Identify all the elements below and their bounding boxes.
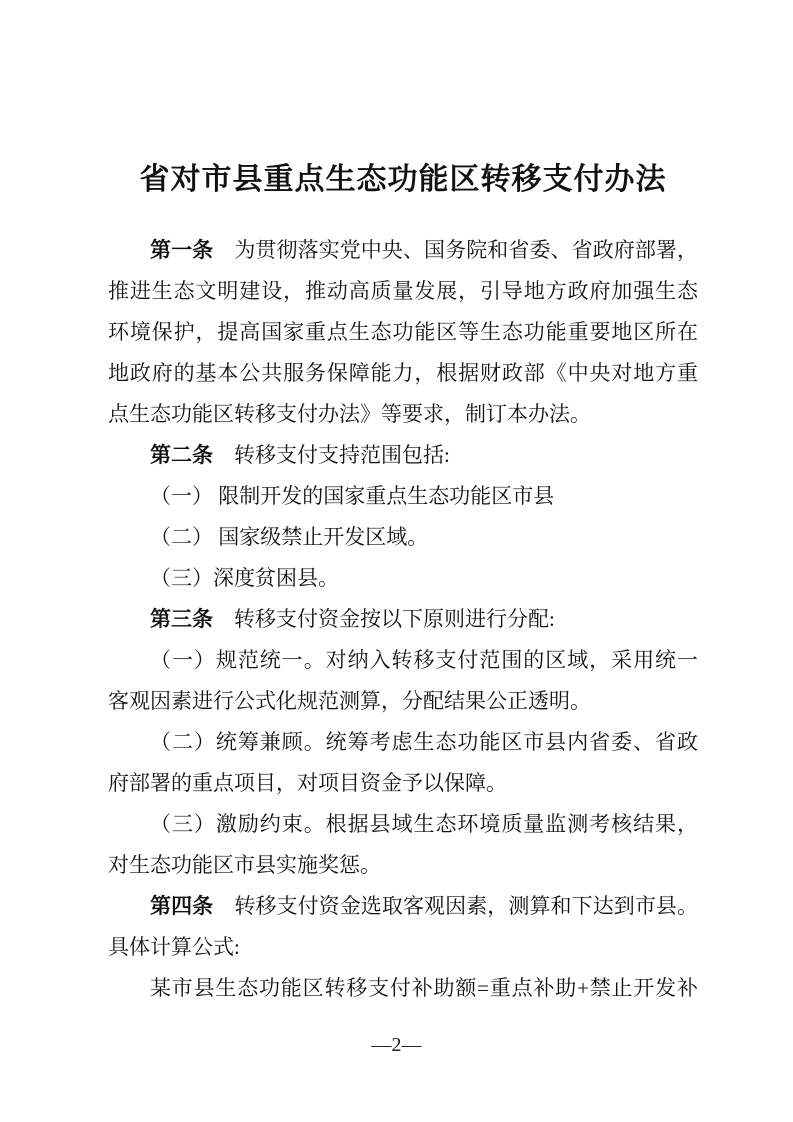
list-item (108, 640, 698, 681)
line-text: （一） 限制开发的国家重点生态功能区市县 (150, 484, 555, 508)
paragraph-line (108, 845, 698, 886)
paragraph-line (108, 312, 698, 353)
paragraph-line (108, 763, 698, 804)
line-text: 客观因素进行公式化规范测算，分配结果公正透明。 (108, 689, 591, 713)
line-text: 具体计算公式: (108, 935, 240, 959)
article-number: 第一条 (150, 239, 214, 262)
document-content (108, 158, 698, 1009)
line-text: （二） 国家级禁止开发区域。 (150, 525, 429, 549)
line-text: （三）深度贫困县。 (150, 566, 339, 590)
list-item (108, 558, 698, 599)
page-footer (0, 1032, 793, 1058)
paragraph-line (108, 599, 698, 640)
formula-line (108, 968, 698, 1009)
line-text: 府部署的重点项目，对项目资金予以保障。 (108, 771, 507, 795)
line-text: （一）规范统一。对纳入转移支付范围的区域，采用统一 (150, 648, 698, 672)
list-item (108, 804, 698, 845)
page-number: —2— (371, 1034, 422, 1056)
line-text: 点生态功能区转移支付办法》等要求，制订本办法。 (108, 402, 591, 426)
line-text: 转移支付资金按以下原则进行分配: (213, 607, 555, 631)
paragraph-line (108, 927, 698, 968)
list-item (108, 722, 698, 763)
article-number: 第四条 (150, 895, 214, 918)
paragraph-line (108, 271, 698, 312)
paragraph-line (108, 681, 698, 722)
line-text: 地政府的基本公共服务保障能力，根据财政部《中央对地方重 (108, 361, 698, 385)
paragraph-line (108, 353, 698, 394)
paragraph-line (108, 886, 698, 927)
line-text: 某市县生态功能区转移支付补助额=重点补助+禁止开发补 (150, 976, 698, 1000)
line-text: （三）激励约束。根据县域生态环境质量监测考核结果， (150, 812, 698, 836)
paragraph-line (108, 230, 698, 271)
paragraph-line (108, 435, 698, 476)
document-body (108, 230, 698, 1009)
document-title: 省对市县重点生态功能区转移支付办法 (139, 163, 667, 196)
line-text: （二）统筹兼顾。统筹考虑生态功能区市县内省委、省政 (150, 730, 698, 754)
paragraph-line (108, 394, 698, 435)
article-number: 第三条 (150, 608, 213, 631)
line-text: 转移支付支持范围包括: (213, 443, 450, 467)
list-item (108, 476, 698, 517)
line-text: 环境保护，提高国家重点生态功能区等生态功能重要地区所在 (108, 320, 698, 344)
line-text: 为贯彻落实党中央、国务院和省委、省政府部署， (213, 238, 699, 262)
line-text: 转移支付资金选取客观因素，测算和下达到市县。 (213, 894, 699, 918)
line-text: 推进生态文明建设，推动高质量发展，引导地方政府加强生态 (108, 279, 698, 303)
list-item (108, 517, 698, 558)
article-number: 第二条 (150, 444, 213, 467)
line-text: 对生态功能区市县实施奖惩。 (108, 853, 381, 877)
